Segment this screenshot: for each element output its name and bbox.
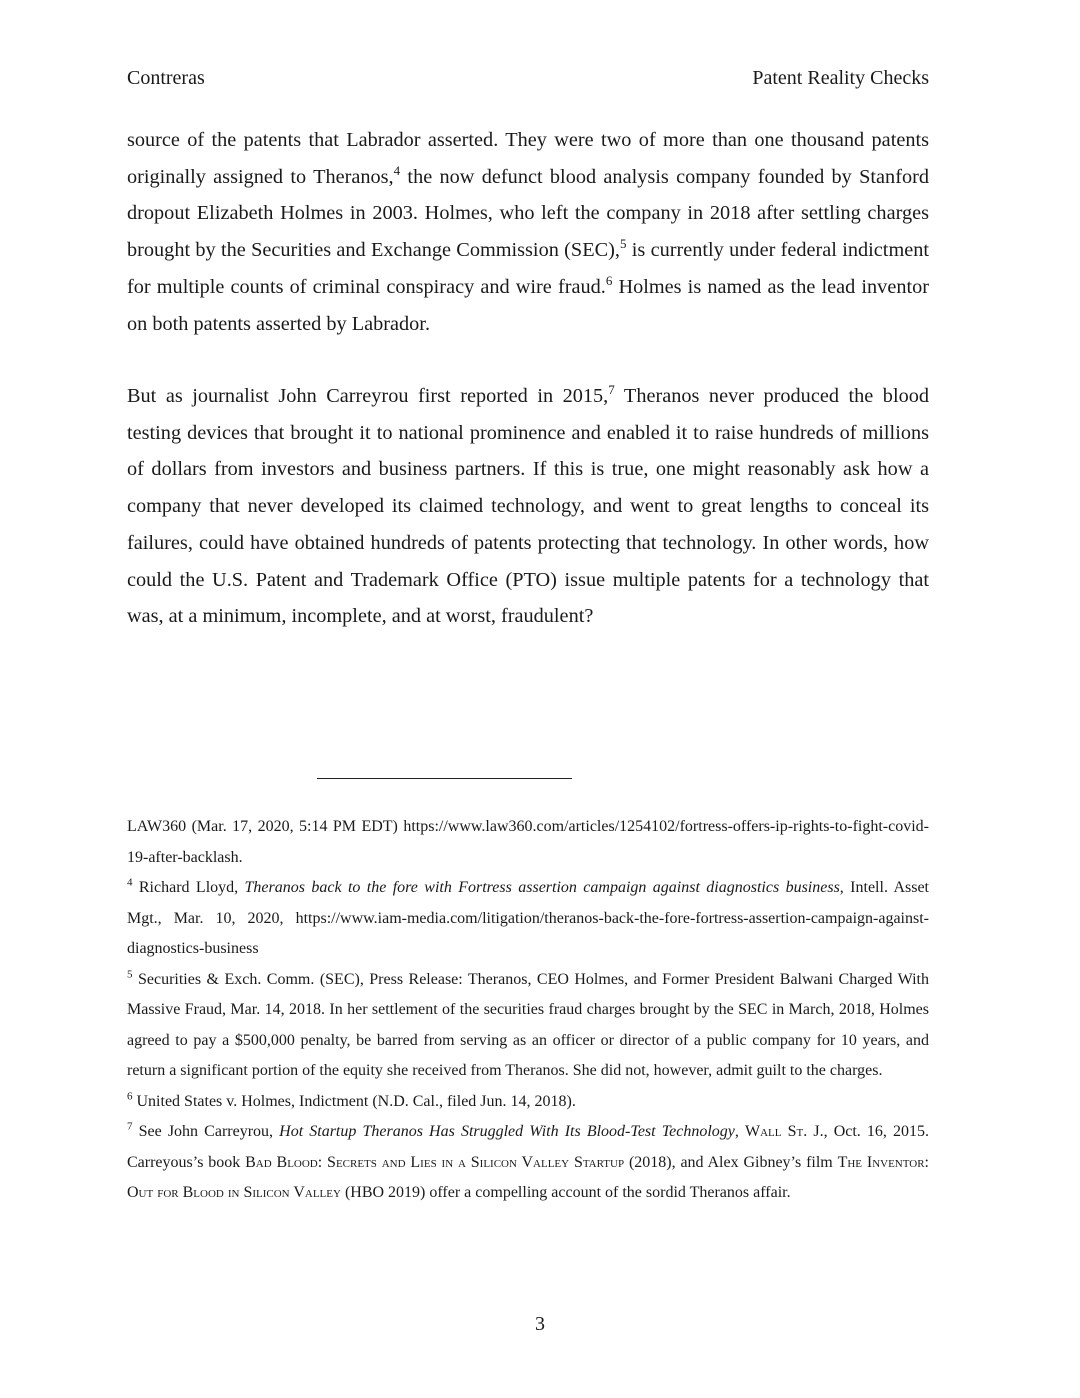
footnote-7-number: 7 <box>127 1120 133 1133</box>
p2-text-b: Theranos never produced the blood testing devices that brought it to national prominence and enabled it to raise hundreds of millions of dollars from investors and business partners. If this is true, one might reasonably ask how a company that never developed its claimed technology, and went to great lengths to conceal its failures, could have obtained hundreds of patents protecting that technology. In other words, how could the U.S. Patent and Trademark Office (PTO) issue multiple patents for a technology that was, at a minimum, incomplete, and at worst, fraudulent? <box>127 385 930 628</box>
p1-text-b: the now defunct blood analysis company founded by Stanford dropout Elizabeth Holmes in 2003. Holmes, who left the company in 2018 after settling charges brought by the Securities and Exchange Commission (SEC), <box>127 165 929 262</box>
p1-text-d: Holmes is named as the lead inventor on both patents asserted by Labrador. <box>127 275 929 335</box>
page-number: 3 <box>535 1313 545 1335</box>
footnote-4 <box>127 873 929 965</box>
footnote-7-film: The Inventor: Out for Blood in Silicon Valley <box>127 1153 930 1201</box>
footnote-5 <box>127 965 929 1087</box>
footnote-7-text-d: (2018), and Alex Gibney’s film <box>624 1153 838 1171</box>
footnote-ref-4: 4 <box>393 162 401 178</box>
p2-text-a: But as journalist John Carreyrou first reported in 2015, <box>127 385 609 407</box>
footnote-7-text-c: , Oct. 16, 2015. Carreyous’s book <box>127 1123 930 1171</box>
footnote-7-journal: Wall St. J. <box>745 1123 824 1140</box>
footnote-7-text-e: (HBO 2019) offer a compelling account of the sordid Theranos affair. <box>340 1184 791 1201</box>
footnote-5-text: Securities & Exch. Comm. (SEC), Press Release: Theranos, CEO Holmes, and Former President Balwani Charged With Massive Fraud, Mar. 14, 2018. In her settlement of the securities fraud charges brought by the SEC in March, 2018, Holmes agreed to pay a $500,000 penalty, be barred from serving as an officer or director of a public company for 10 years, and return a significant portion of the equity she received from Theranos. She did not, however, admit guilt to the charges. <box>127 970 929 1079</box>
footnotes <box>127 812 929 1209</box>
footnote-7-text-a: See John Carreyrou, <box>132 1123 280 1140</box>
header-title: Patent Reality Checks <box>752 67 929 89</box>
footnote-ref-7: 7 <box>608 382 615 398</box>
running-header <box>127 64 929 92</box>
footnote-ref-5: 5 <box>619 236 627 252</box>
footnote-6-number: 6 <box>127 1090 133 1103</box>
footnote-7-book: Bad Blood: Secrets and Lies in a Silicon Valley Startup <box>245 1153 625 1171</box>
body-paragraph-1 <box>127 122 929 342</box>
footnote-ref-6: 6 <box>605 273 613 289</box>
footnote-6 <box>127 1087 929 1118</box>
footnote-6-text: United States v. Holmes, Indictment (N.D. Cal., filed Jun. 14, 2018). <box>132 1092 576 1110</box>
footnote-7-title: Hot Startup Theranos Has Struggled With Its Blood-Test Technology <box>279 1123 735 1140</box>
footnote-5-number: 5 <box>127 968 133 981</box>
footnote-4-text-b: , Intell. Asset Mgt., Mar. 10, 2020, https://www.iam-media.com/litigation/theranos-back-the-fore-fortress-assertion-campaign-against-diagnostics-business <box>127 879 930 957</box>
footnote-7-text-b: , <box>734 1123 746 1140</box>
footnote-4-text-a: Richard Lloyd, <box>132 879 245 896</box>
body-paragraph-2 <box>127 378 929 635</box>
footnote-7 <box>127 1117 929 1209</box>
footnote-continued-text: LAW360 (Mar. 17, 2020, 5:14 PM EDT) https://www.law360.com/articles/1254102/fortress-offers-ip-rights-to-fight-covid-19-after-backlash. <box>127 818 929 866</box>
footnote-4-title: Theranos back to the fore with Fortress assertion campaign against diagnostics business <box>244 879 840 896</box>
header-author: Contreras <box>127 67 205 89</box>
footnote-separator <box>317 778 572 779</box>
footnote-continued <box>127 812 929 873</box>
p1-text-a: source of the patents that Labrador asserted. They were two of more than one thousand patents originally assigned to Theranos, <box>127 129 929 188</box>
footnote-4-number: 4 <box>127 876 133 889</box>
p1-text-c: is currently under federal indictment for multiple counts of criminal conspiracy and wire fraud. <box>127 239 929 298</box>
